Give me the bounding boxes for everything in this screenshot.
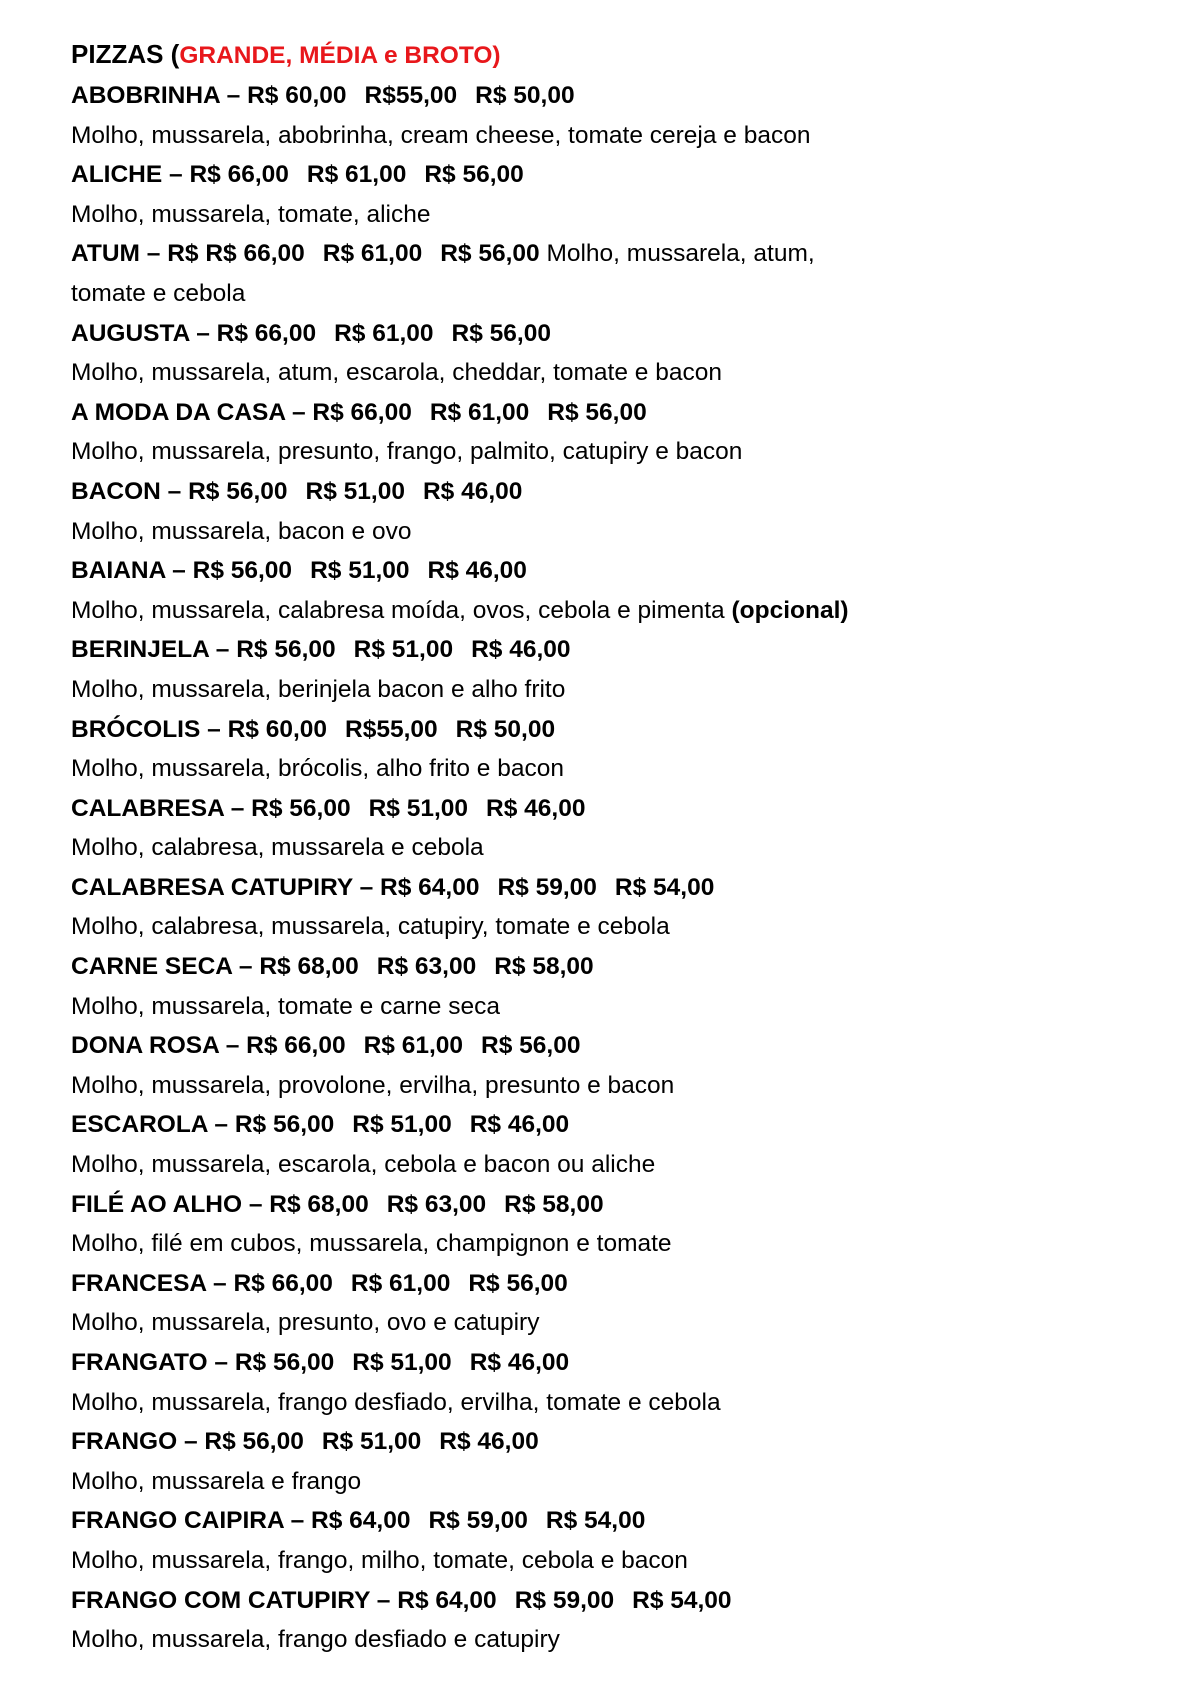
page-title [71, 34, 1131, 76]
pizza-item-header [71, 1185, 1131, 1225]
pizza-description: Molho, mussarela, berinjela bacon e alho frito [71, 675, 566, 703]
price-media: R$55,00 [345, 715, 438, 743]
price-media: R$ 63,00 [386, 1190, 487, 1218]
price-grande: R$ 56,00 [236, 636, 336, 664]
price-media: R$ 61,00 [363, 1032, 464, 1060]
pizza-name: ATUM [71, 240, 140, 268]
pizza-item-header [71, 472, 1131, 512]
pizza-description: Molho, mussarela, provolone, ervilha, presunto e bacon [71, 1071, 675, 1099]
pizza-description-line [71, 670, 1131, 710]
pizza-description: Molho, mussarela, tomate, aliche [71, 200, 431, 228]
name-price-separator: – [207, 1349, 235, 1376]
price-broto: R$ 54,00 [545, 1507, 646, 1535]
price-grande: R$ 56,00 [234, 1349, 335, 1376]
pizza-description-line [71, 828, 1131, 868]
pizza-item-header [71, 1501, 1131, 1541]
price-grande: R$ 56,00 [234, 1111, 335, 1139]
price-media: R$ 59,00 [428, 1507, 528, 1535]
price-grande: R$ 64,00 [311, 1507, 411, 1535]
price-grande: R$ 66,00 [233, 1269, 333, 1297]
price-grande: R$ 64,00 [380, 873, 480, 901]
price-broto: R$ 54,00 [632, 1586, 732, 1614]
pizza-item-header [71, 76, 1131, 116]
pizza-item-header [71, 1422, 1131, 1462]
pizza-item-header [71, 789, 1131, 829]
pizza-name: BRÓCOLIS [71, 715, 201, 743]
pizza-name: AUGUSTA [71, 319, 190, 347]
price-broto: R$ 50,00 [475, 82, 575, 109]
price-media: R$ 63,00 [376, 953, 477, 981]
price-broto: R$ 56,00 [481, 1032, 581, 1060]
price-media: R$ 59,00 [514, 1586, 615, 1614]
pizza-description: Molho, mussarela e frango [71, 1467, 362, 1495]
pizza-name: BACON [71, 477, 161, 505]
name-price-separator: – [242, 1190, 270, 1218]
pizza-description-line [71, 1383, 1131, 1423]
pizza-description: Molho, mussarela, brócolis, alho frito e bacon [71, 755, 564, 783]
price-grande: R$ 56,00 [192, 557, 293, 585]
name-price-separator: – [162, 161, 190, 189]
pizza-item-header [71, 1105, 1131, 1145]
pizza-description-line [71, 1620, 1131, 1660]
pizza-description: Molho, calabresa, mussarela e cebola [71, 834, 484, 862]
price-media: R$ 61,00 [429, 398, 530, 426]
price-media: R$ 61,00 [306, 161, 407, 189]
price-broto: R$ 50,00 [455, 715, 556, 743]
pizza-description: Molho, mussarela, escarola, cebola e bacon ou aliche [71, 1151, 656, 1179]
price-grande: R$ 64,00 [397, 1586, 497, 1614]
name-price-separator: – [208, 636, 237, 664]
price-grande: R$ 56,00 [204, 1428, 304, 1456]
name-price-separator: – [189, 319, 217, 347]
name-price-separator: – [206, 1269, 234, 1297]
pizza-name: BAIANA [71, 557, 166, 585]
pizza-item-header [71, 630, 1131, 670]
price-broto: R$ 56,00 [547, 398, 647, 426]
price-broto: R$ 56,00 [424, 161, 524, 189]
price-grande: R$ 68,00 [269, 1190, 369, 1218]
name-price-separator: – [139, 240, 168, 268]
pizza-description: Molho, filé em cubos, mussarela, champignon e tomate [71, 1230, 672, 1258]
pizza-description-line [71, 512, 1131, 552]
pizza-description-line [71, 749, 1131, 789]
name-price-separator: – [165, 557, 193, 585]
pizza-description: Molho, mussarela, presunto, frango, palmito, catupiry e bacon [71, 438, 743, 466]
name-price-separator: – [283, 1507, 312, 1535]
price-broto: R$ 56,00 [468, 1269, 568, 1297]
pizza-name: FRANGATO [71, 1349, 208, 1376]
pizza-name: FRANGO COM CATUPIRY [71, 1586, 370, 1614]
price-media: R$ 51,00 [352, 1349, 452, 1376]
pizza-description-line [71, 1462, 1131, 1502]
pizza-name: A MODA DA CASA [71, 398, 286, 426]
pizza-description: Molho, mussarela, frango desfiado, ervilha, tomate e cebola [71, 1388, 721, 1416]
price-grande: R$ R$ 66,00 [167, 240, 305, 268]
pizza-description: Molho, mussarela, frango desfiado e catupiry [71, 1626, 560, 1654]
pizza-name: ALICHE [71, 161, 163, 189]
pizza-description-line [71, 1066, 1131, 1106]
pizza-description: Molho, mussarela, atum, escarola, cheddar, tomate e bacon [71, 359, 722, 387]
price-grande: R$ 66,00 [189, 161, 289, 189]
price-broto: R$ 46,00 [439, 1428, 539, 1456]
price-broto: R$ 46,00 [422, 477, 523, 505]
pizza-name: DONA ROSA [71, 1032, 219, 1060]
price-broto: R$ 58,00 [504, 1190, 604, 1218]
price-grande: R$ 56,00 [251, 794, 351, 822]
pizza-description: Molho, mussarela, abobrinha, cream cheese, tomate cereja e bacon [71, 121, 811, 149]
pizza-description-line [71, 432, 1131, 472]
price-media: R$ 51,00 [310, 557, 410, 585]
pizza-note: (opcional) [731, 596, 849, 624]
name-price-separator: – [160, 477, 189, 505]
pizza-item-header [71, 947, 1131, 987]
pizza-description: Molho, mussarela, tomate e carne seca [71, 992, 500, 1020]
price-broto: R$ 46,00 [486, 794, 586, 822]
price-media: R$ 51,00 [353, 636, 454, 664]
pizza-name: FRANGO [71, 1428, 178, 1456]
price-broto: R$ 56,00 [440, 240, 540, 268]
pizza-item-header [71, 1343, 1131, 1383]
name-price-separator: – [177, 1428, 205, 1456]
name-price-separator: – [223, 794, 252, 822]
price-media: R$55,00 [364, 82, 458, 109]
pizza-item-header [71, 393, 1131, 433]
pizza-name: CALABRESA CATUPIRY [71, 873, 353, 901]
price-grande: R$ 66,00 [246, 1032, 346, 1060]
pizza-description-line [71, 591, 1131, 631]
pizza-name: FRANGO CAIPIRA [71, 1507, 284, 1535]
price-media: R$ 51,00 [352, 1111, 452, 1139]
price-media: R$ 59,00 [497, 873, 597, 901]
pizza-name: CALABRESA [71, 794, 224, 822]
price-broto: R$ 46,00 [469, 1349, 570, 1376]
price-grande: R$ 60,00 [227, 715, 327, 743]
price-media: R$ 61,00 [322, 240, 423, 268]
pizza-name: CARNE SECA [71, 953, 233, 981]
pizza-description: Molho, mussarela, presunto, ovo e catupiry [71, 1309, 540, 1337]
pizza-item-header [71, 1264, 1131, 1304]
pizza-list [71, 76, 1131, 1660]
pizza-item-header [71, 314, 1131, 354]
price-grande: R$ 60,00 [247, 82, 347, 109]
price-broto: R$ 46,00 [427, 557, 527, 585]
pizza-description-line [71, 1145, 1131, 1185]
price-media: R$ 51,00 [321, 1428, 422, 1456]
name-price-separator: – [370, 1586, 398, 1614]
title-sizes: GRANDE, MÉDIA e BROTO) [179, 42, 501, 69]
price-grande: R$ 66,00 [312, 398, 412, 426]
pizza-item-header [71, 1581, 1131, 1621]
pizza-name: ESCAROLA [71, 1111, 208, 1139]
pizza-item-header [71, 868, 1131, 908]
pizza-item-header [71, 234, 1131, 274]
pizza-description-continued: tomate e cebola [71, 279, 246, 307]
menu-page [71, 34, 1131, 1660]
pizza-description-line [71, 907, 1131, 947]
title-main: PIZZAS ( [71, 39, 180, 69]
pizza-item-header [71, 1026, 1131, 1066]
pizza-description-line [71, 353, 1131, 393]
name-price-separator: – [200, 715, 228, 743]
price-grande: R$ 68,00 [259, 953, 359, 981]
price-media: R$ 61,00 [350, 1269, 451, 1297]
price-broto: R$ 46,00 [471, 636, 571, 664]
pizza-item-header [71, 710, 1131, 750]
pizza-description: Molho, mussarela, frango, milho, tomate, cebola e bacon [71, 1546, 688, 1574]
pizza-description: Molho, mussarela, atum, [546, 240, 815, 268]
price-media: R$ 61,00 [334, 319, 434, 347]
pizza-item-header [71, 155, 1131, 195]
pizza-description: Molho, mussarela, bacon e ovo [71, 517, 412, 545]
name-price-separator: – [218, 1032, 247, 1060]
price-broto: R$ 46,00 [469, 1111, 570, 1139]
pizza-description: Molho, calabresa, mussarela, catupiry, tomate e cebola [71, 913, 670, 941]
name-price-separator: – [219, 82, 248, 109]
pizza-description-line [71, 116, 1131, 156]
pizza-description-line [71, 1541, 1131, 1581]
pizza-description-line [71, 1303, 1131, 1343]
name-price-separator: – [285, 398, 313, 426]
pizza-name: FILÉ AO ALHO [71, 1190, 243, 1218]
price-grande: R$ 56,00 [188, 477, 288, 505]
name-price-separator: – [232, 953, 260, 981]
price-broto: R$ 56,00 [451, 319, 551, 347]
pizza-description-line [71, 987, 1131, 1027]
name-price-separator: – [352, 873, 381, 901]
price-grande: R$ 66,00 [216, 319, 317, 347]
pizza-description: Molho, mussarela, calabresa moída, ovos, cebola e pimenta [71, 596, 725, 624]
pizza-name: FRANCESA [71, 1269, 207, 1297]
price-broto: R$ 54,00 [614, 873, 715, 901]
pizza-description-line [71, 1224, 1131, 1264]
pizza-description-line [71, 195, 1131, 235]
pizza-name: ABOBRINHA [71, 82, 220, 109]
price-broto: R$ 58,00 [494, 953, 594, 981]
pizza-item-header [71, 551, 1131, 591]
name-price-separator: – [207, 1111, 235, 1139]
price-media: R$ 51,00 [305, 477, 405, 505]
pizza-name: BERINJELA [71, 636, 209, 664]
price-media: R$ 51,00 [368, 794, 469, 822]
